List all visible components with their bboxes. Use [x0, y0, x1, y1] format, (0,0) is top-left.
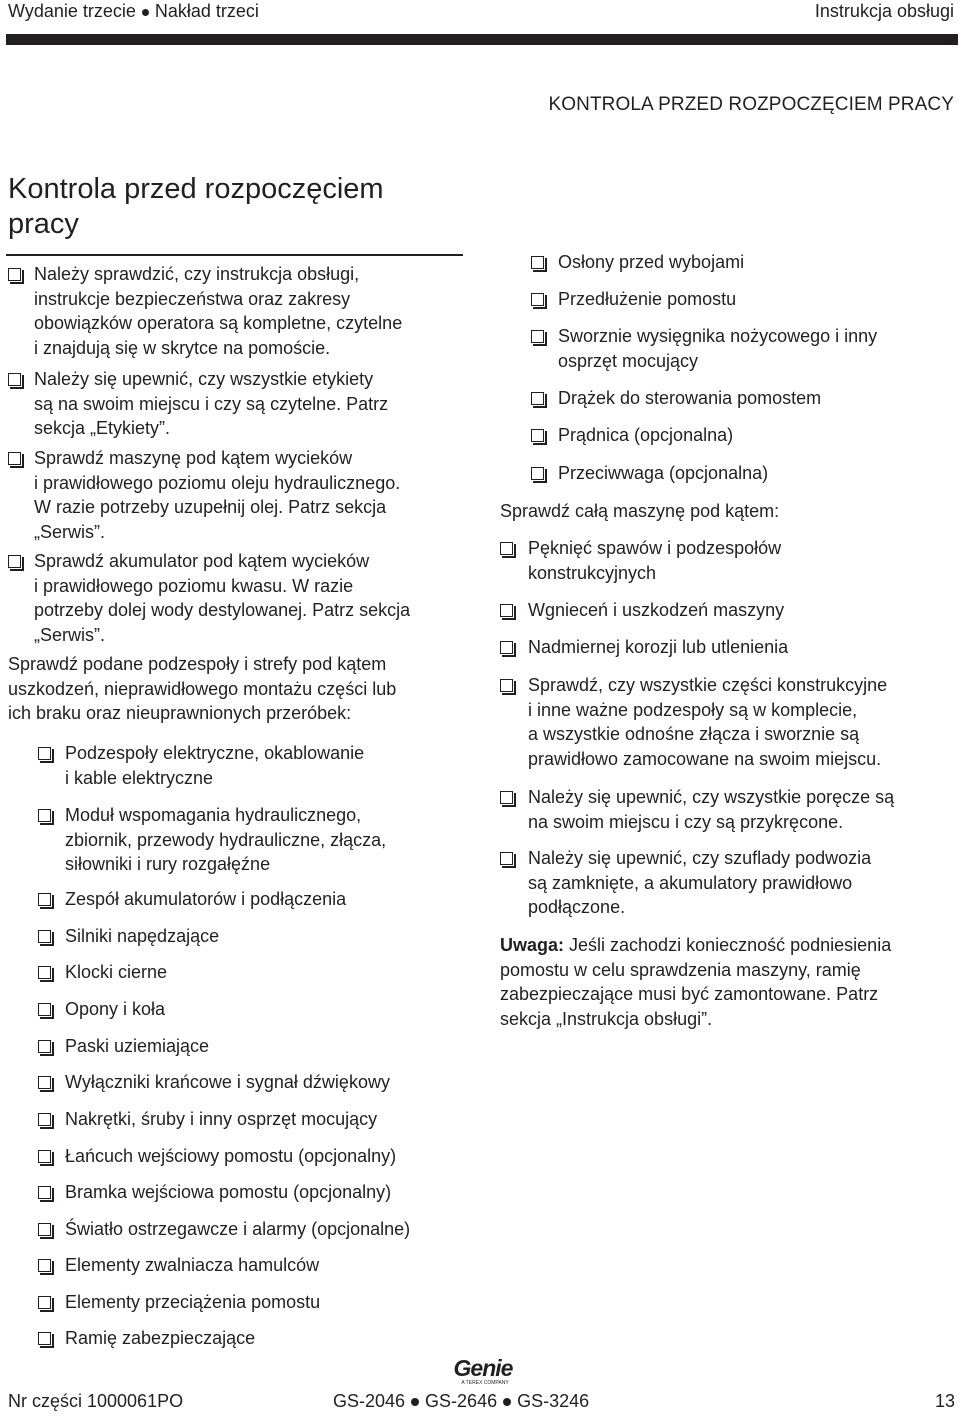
item-line: Sprawdź maszynę pod kątem wycieków: [34, 448, 353, 468]
item-line: na swoim miejscu i czy są przykręcone.: [528, 811, 844, 832]
checkbox-icon: [531, 293, 544, 306]
checkbox-icon: [38, 1150, 51, 1163]
checkbox-icon: [500, 791, 513, 804]
item-line: i prawidłowego poziomu kwasu. W razie: [34, 575, 354, 596]
model-list: [333, 1390, 589, 1412]
item-line: Podzespoły elektryczne, okablowanie: [65, 743, 365, 763]
page-title-line-2: pracy: [8, 208, 79, 240]
printing-text: Nakład trzeci: [154, 1, 259, 21]
item-line: Nadmiernej korozji lub utlenienia: [528, 637, 789, 657]
item-line: W razie potrzeby uzupełnij olej. Patrz sekcja: [34, 497, 387, 517]
checkbox-icon: [531, 429, 544, 442]
item-line: Łańcuch wejściowy pomostu (opcjonalny): [65, 1146, 397, 1166]
para-line: Sprawdź podane podzespoły i strefy pod kątem: [8, 654, 387, 674]
item-line: Moduł wspomagania hydraulicznego,: [65, 805, 362, 825]
whole-machine-intro: Sprawdź całą maszynę pod kątem:: [500, 501, 780, 521]
section-title: KONTROLA PRZED ROZPOCZĘCIEM PRACY: [548, 94, 954, 115]
checkbox-icon: [500, 604, 513, 617]
header-rule: [6, 34, 958, 45]
running-header-right: Instrukcja obsługi: [814, 1, 954, 21]
item-line: Przedłużenie pomostu: [558, 289, 737, 309]
page-title: [8, 172, 448, 242]
item-line: Silniki napędzające: [65, 926, 220, 946]
item-line: Elementy przeciążenia pomostu: [65, 1292, 321, 1312]
item-line: osprzęt mocujący: [558, 350, 699, 371]
item-line: Prądnica (opcjonalna): [558, 425, 734, 445]
model-name: GS-2646: [425, 1391, 498, 1411]
item-line: Należy sprawdzić, czy instrukcja obsługi,: [34, 264, 360, 284]
page-title-line-1: Kontrola przed rozpoczęciem: [8, 173, 384, 205]
item-line: konstrukcyjnych: [528, 562, 657, 583]
item-line: Sprawdź, czy wszystkie części konstrukcyjne: [528, 675, 888, 695]
item-line: Paski uziemiające: [65, 1036, 210, 1056]
item-line: Zespół akumulatorów i podłączenia: [65, 889, 347, 909]
item-line: prawidłowo zamocowane na swoim miejscu.: [528, 748, 882, 769]
checkbox-icon: [38, 1003, 51, 1016]
item-line: siłowniki i rury rozgałęźne: [65, 854, 271, 874]
inspection-intro: [8, 652, 468, 726]
checkbox-icon: [8, 268, 21, 281]
item-line: Klocki cierne: [65, 962, 168, 982]
checkbox-icon: [8, 452, 21, 465]
checkbox-icon: [531, 392, 544, 405]
checkbox-icon: [38, 1259, 51, 1272]
checkbox-icon: [500, 542, 513, 555]
note-line: sekcja „Instrukcja obsługi”.: [500, 1008, 713, 1029]
page-number: 13: [934, 1391, 955, 1411]
item-line: są na swoim miejscu i czy są czytelne. Patrz: [34, 393, 389, 414]
note-label: Uwaga:: [500, 935, 565, 955]
checkbox-icon: [531, 467, 544, 480]
item-line: instrukcje bezpieczeństwa oraz zakresy: [34, 288, 351, 309]
checkbox-icon: [38, 966, 51, 979]
edition-text: Wydanie trzecie: [8, 1, 136, 21]
running-header-left: [8, 0, 259, 22]
item-line: Należy się upewnić, czy wszystkie etykiety: [34, 369, 374, 389]
item-line: Sprawdź akumulator pod kątem wycieków: [34, 551, 370, 571]
item-line: Przeciwwaga (opcjonalna): [558, 463, 769, 483]
item-line: Wgnieceń i uszkodzeń maszyny: [528, 600, 785, 620]
genie-logo: [446, 1356, 520, 1386]
item-line: Elementy zwalniacza hamulców: [65, 1255, 320, 1275]
para-line: uszkodzeń, nieprawidłowego montażu części lub: [8, 678, 397, 699]
item-line: Pęknięć spawów i podzespołów: [528, 538, 782, 558]
checkbox-icon: [38, 930, 51, 943]
item-line: „Serwis”.: [34, 624, 105, 645]
item-line: i prawidłowego poziomu oleju hydraulicznego.: [34, 472, 401, 493]
checkbox-icon: [8, 555, 21, 568]
checkbox-icon: [38, 1223, 51, 1236]
item-line: Należy się upewnić, czy szuflady podwozia: [528, 848, 872, 868]
item-line: podłączone.: [528, 897, 626, 917]
item-line: Ramię zabezpieczające: [65, 1328, 256, 1348]
item-line: „Serwis”.: [34, 521, 105, 542]
item-line: obowiązków operatora są kompletne, czytelne: [34, 313, 403, 333]
item-line: Opony i koła: [65, 999, 166, 1019]
model-name: GS-3246: [517, 1391, 590, 1411]
item-line: sekcja „Etykiety”.: [34, 418, 171, 438]
bullet-dot-icon: [142, 9, 149, 16]
checkbox-icon: [38, 747, 51, 760]
item-line: i inne ważne podzespoły są w komplecie,: [528, 699, 858, 720]
item-line: Światło ostrzegawcze i alarmy (opcjonalne): [65, 1219, 411, 1239]
item-line: są zamknięte, a akumulatory prawidłowo: [528, 872, 853, 893]
bullet-dot-icon: [503, 1398, 511, 1406]
checkbox-icon: [38, 1040, 51, 1053]
item-line: i kable elektryczne: [65, 767, 214, 788]
para-line: ich braku oraz nieuprawnionych przeróbek:: [8, 703, 352, 723]
checkbox-icon: [38, 1296, 51, 1309]
item-line: Nakrętki, śruby i inny osprzęt mocujący: [65, 1109, 378, 1129]
item-line: Bramka wejściowa pomostu (opcjonalny): [65, 1182, 392, 1202]
checkbox-icon: [500, 679, 513, 692]
checkbox-icon: [38, 893, 51, 906]
checkbox-icon: [38, 1076, 51, 1089]
item-line: Osłony przed wybojami: [558, 252, 745, 272]
checkbox-icon: [38, 1332, 51, 1345]
note-line: zabezpieczające musi być zamontowane. Patrz: [500, 984, 879, 1004]
item-line: Należy się upewnić, czy wszystkie poręcze są: [528, 787, 895, 807]
part-number: Nr części 1000061PO: [8, 1391, 184, 1411]
item-line: zbiornik, przewody hydrauliczne, złącza,: [65, 829, 387, 850]
item-line: Drążek do sterowania pomostem: [558, 388, 822, 408]
logo-tagline: A TEREX COMPANY: [461, 1380, 509, 1386]
checkbox-icon: [38, 1186, 51, 1199]
item-line: potrzeby dolej wody destylowanej. Patrz sekcja: [34, 600, 411, 620]
item-line: a wszystkie odnośne złącza i sworznie są: [528, 724, 860, 744]
checkbox-icon: [38, 809, 51, 822]
note-paragraph: [500, 933, 955, 1031]
genie-logo-icon: [446, 1356, 520, 1386]
checkbox-icon: [500, 641, 513, 654]
note-line: pomostu w celu sprawdzenia maszyny, ramię: [500, 959, 861, 980]
title-rule: [6, 254, 463, 256]
checkbox-icon: [500, 852, 513, 865]
model-name: GS-2046: [333, 1391, 406, 1411]
checkbox-icon: [38, 1113, 51, 1126]
item-line: Wyłączniki krańcowe i sygnał dźwiękowy: [65, 1072, 390, 1092]
checkbox-icon: [531, 256, 544, 269]
item-line: i znajdują się w skrytce na pomoście.: [34, 337, 331, 358]
item-line: Sworznie wysięgnika nożycowego i inny: [558, 326, 878, 346]
logo-wordmark: Genie: [453, 1356, 513, 1381]
checkbox-icon: [8, 373, 21, 386]
note-line: Jeśli zachodzi konieczność podniesienia: [564, 935, 892, 955]
bullet-dot-icon: [411, 1398, 419, 1406]
checkbox-icon: [531, 330, 544, 343]
